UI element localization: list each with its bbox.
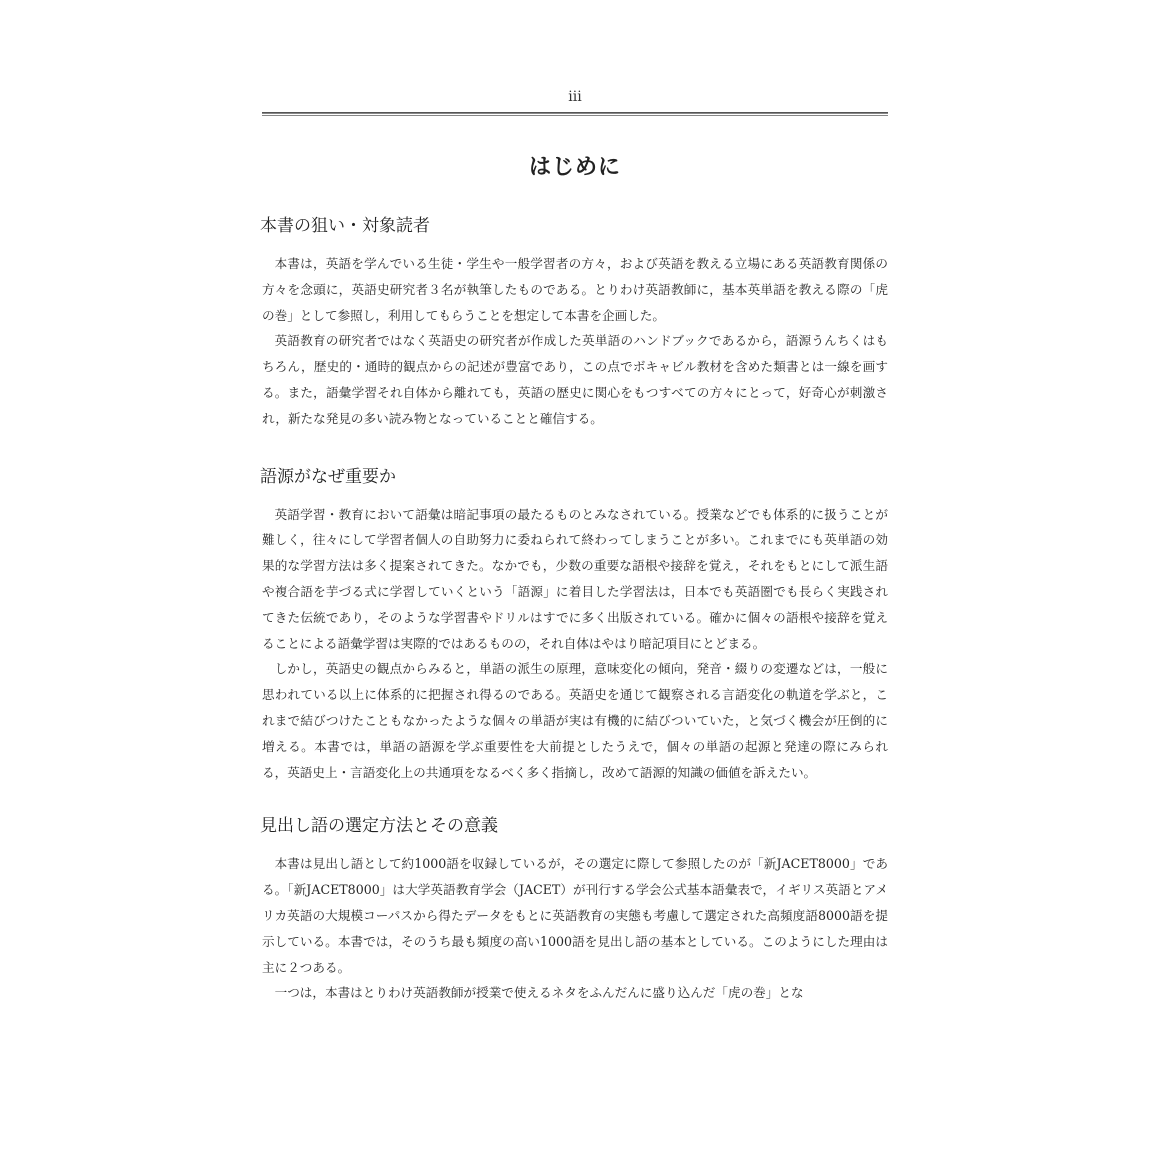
paragraph: 本書は見出し語として約1000語を収録しているが，その選定に際して参照したのが「新JACET8000」である。「新JACET8000」は大学英語教育学会（JACET）が刊行する学会公式基本語彙表で，イギリス英語とアメリカ英語の大規模コーパスから得たデータをもとに英語教育の実態も考慮して選定された高頻度語8000語を提示している。本書では，そのうち最も頻度の高い1000語を見出し語の基本としている。このようにした理由は主に２つある。	[262, 856, 888, 975]
paragraph: 一つは，本書はとりわけ英語教師が授業で使えるネタをふんだんに盛り込んだ「虎の巻」とな	[274, 985, 804, 1001]
paragraph: 英語学習・教育において語彙は暗記事項の最たるものとみなされている。授業などでも体系的に扱うことが難しく，往々にして学習者個人の自助努力に委ねられて終わってしまうことが多い。これまでにも英単語の効果的な学習方法は多く提案されてきた。なかでも，少数の重要な語根や接辞を覚え，それをもとにして派生語や複合語を芋づる式に学習していくという「語源」に着目した学習法は，日本でも英語圏でも長らく実践されてきた伝統であり，そのような学習書やドリルはすでに多く出版されている。確かに個々の語根や接辞を覚えることによる語彙学習は実際的ではあるものの，それ自体はやはり暗記項目にとどまる。	[262, 506, 888, 651]
document-page	[262, 88, 888, 1006]
section-etymology	[262, 466, 888, 786]
section-aims	[262, 215, 888, 432]
section-headword-selection	[262, 815, 888, 1006]
paragraph: 本書は，英語を学んでいる生徒・学生や一般学習者の方々，および英語を教える立場にある英語教育関係の方々を念頭に，英語史研究者３名が執筆したものである。とりわけ英語教師に，基本英単語を教える際の「虎の巻」として参照し，利用してもらうことを想定して本書を企画した。	[262, 256, 888, 323]
page-number: iii	[568, 89, 582, 105]
page-title: はじめに	[528, 155, 621, 180]
paragraph: 英語教育の研究者ではなく英語史の研究者が作成した英単語のハンドブックであるから，語源うんちくはもちろん，歴史的・通時的観点からの記述が豊富であり，この点でボキャビル教材を含めた類書とは一線を画する。また，語彙学習それ自体から離れても，英語の歴史に関心をもつすべての方々にとって，好奇心が刺激され，新たな発見の多い読み物となっていることと確信する。	[262, 333, 888, 426]
header-rule	[262, 112, 888, 116]
section-heading: 見出し語の選定方法とその意義	[260, 816, 498, 837]
section-heading: 本書の狙い・対象読者	[260, 216, 430, 236]
paragraph: しかし，英語史の観点からみると，単語の派生の原理，意味変化の傾向，発音・綴りの変遷などは，一般に思われている以上に体系的に把握され得るのである。英語史を通じて観察される言語変化の軌道を学ぶと，これまで結びつけたこともなかったような個々の単語が実は有機的に結びついていた，と気づく機会が圧倒的に増える。本書では，単語の語源を学ぶ重要性を大前提としたうえで，個々の単語の起源と発達の際にみられる，英語史上・言語変化上の共通項をなるべく多く指摘し，改めて語源的知識の価値を訴えたい。	[262, 661, 888, 780]
section-heading: 語源がなぜ重要か	[260, 466, 396, 487]
